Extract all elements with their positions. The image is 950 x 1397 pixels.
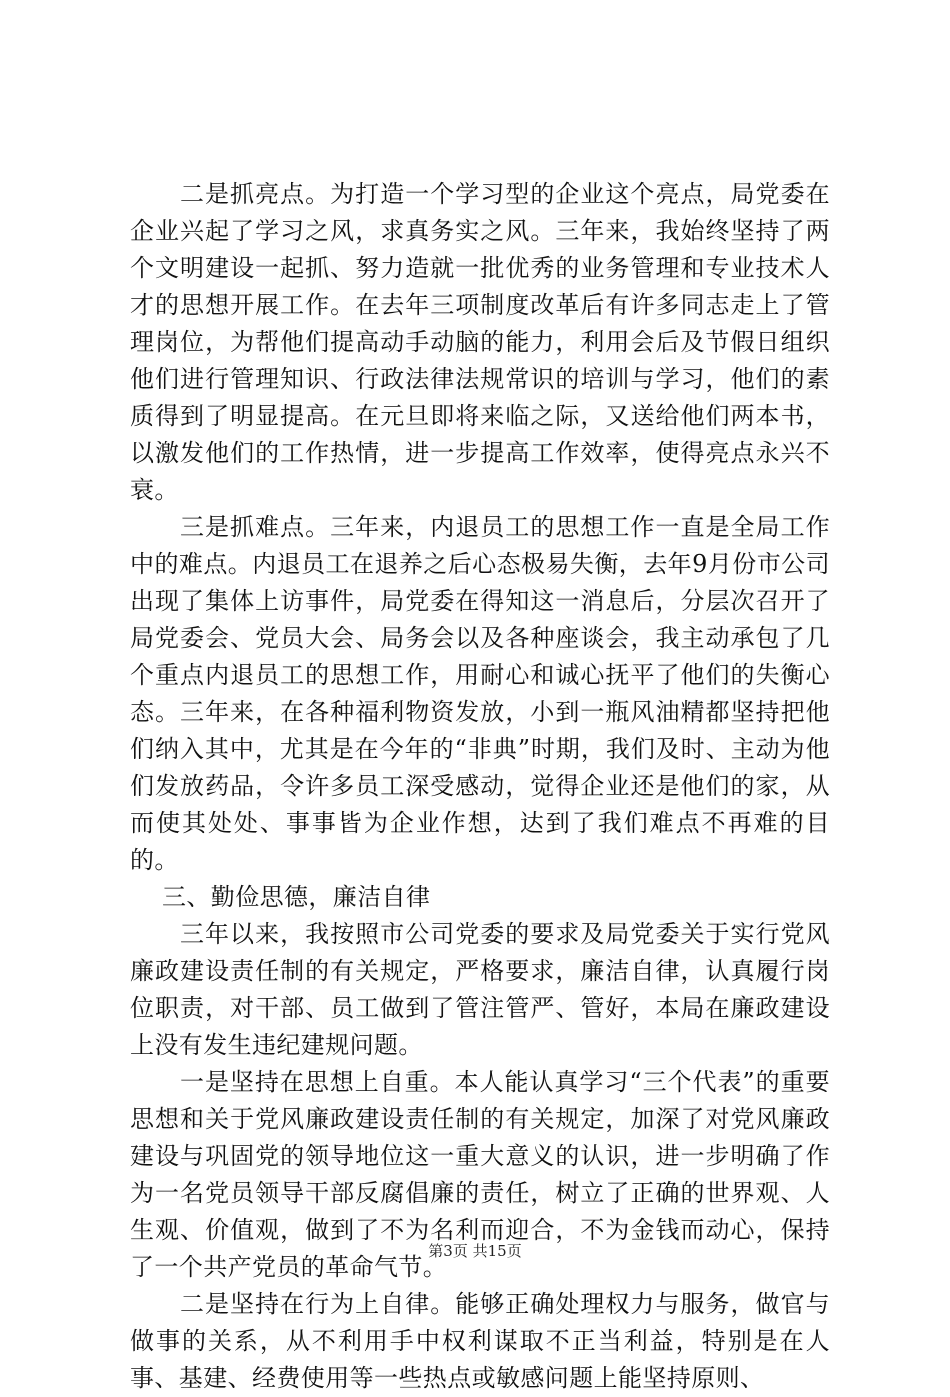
- section-heading: 三、勤俭思德，廉洁自律: [162, 883, 431, 911]
- paragraph-self-discipline: 二是坚持在行为上自律。能够正确处理权力与服务，做官与做事的关系，从不利用手中权利谋取不正当利益，特别是在人事、基建、经费使用等一些热点或敏感问题上能坚持原则、: [130, 1290, 830, 1392]
- paragraph-difficult-point: 三是抓难点。三年来，内退员工的思想工作一直是全局工作中的难点。内退员工在退养之后心态极易失衡，去年9月份市公司出现了集体上访事件，局党委在得知这一消息后，分层次召开了局党委会、党员大会、局务会以及各种座谈会，我主动承包了几个重点内退员工的思想工作，用耐心和诚心抚平了他们的失衡心态。三年来，在各种福利物资发放，小到一瓶风油精都坚持把他们纳入其中，尤其是在今年的“非典”时期，我们及时、主动为他们发放药品，令许多员工深受感动，觉得企业还是他们的家，从而使其处处、事事皆为企业作想，达到了我们难点不再难的目的。: [130, 513, 830, 874]
- paragraph-integrity-intro: 三年以来，我按照市公司党委的要求及局党委关于实行党风廉政建设责任制的有关规定，严格要求，廉洁自律，认真履行岗位职责，对干部、员工做到了管注管严、管好，本局在廉政建设上没有发生违纪建规问题。: [130, 920, 830, 1059]
- paragraph-highlight-point: 二是抓亮点。为打造一个学习型的企业这个亮点，局党委在企业兴起了学习之风，求真务实之风。三年来，我始终坚持了两个文明建设一起抓、努力造就一批优秀的业务管理和专业技术人才的思想开展工作。在去年三项制度改革后有许多同志走上了管理岗位，为帮他们提高动手动脑的能力，利用会后及节假日组织他们进行管理知识、行政法律法规常识的培训与学习，他们的素质得到了明显提高。在元旦即将来临之际，又送给他们两本书，以激发他们的工作热情，进一步提高工作效率，使得亮点永兴不衰。: [130, 180, 830, 504]
- body-text: [130, 176, 830, 1397]
- page-footer: 第3页 共15页: [428, 1242, 522, 1260]
- paragraph-self-respect: 一是坚持在思想上自重。本人能认真学习“三个代表”的重要思想和关于党风廉政建设责任制的有关规定，加深了对党风廉政建设与巩固党的领导地位这一重大意义的认识，进一步明确了作为一名党员领导干部反腐倡廉的责任，树立了正确的世界观、人生观、价值观，做到了不为名利而迎合，不为金钱而动心，保持了一个共产党员的革命气节。: [130, 1068, 830, 1281]
